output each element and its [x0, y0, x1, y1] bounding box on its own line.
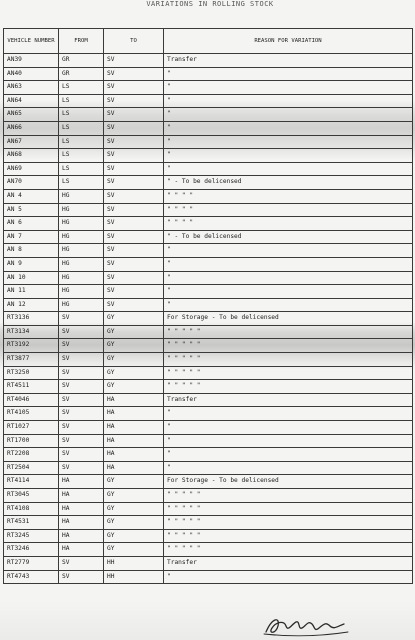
cell-vehicle-number: AN 8 — [4, 244, 59, 258]
cell-from: SV — [59, 339, 104, 353]
cell-reason: " — [164, 162, 413, 176]
cell-vehicle-number: RT4114 — [4, 475, 59, 489]
table-row — [4, 189, 413, 203]
table-row — [4, 298, 413, 312]
cell-reason: " - To be delicensed — [164, 230, 413, 244]
cell-to: SV — [104, 271, 164, 285]
cell-reason: " " " " " — [164, 543, 413, 557]
table-body — [4, 54, 413, 584]
cell-vehicle-number: RT4046 — [4, 393, 59, 407]
cell-reason: " — [164, 121, 413, 135]
cell-from: LS — [59, 135, 104, 149]
handwritten-signature — [262, 612, 352, 638]
cell-vehicle-number: AN66 — [4, 121, 59, 135]
cell-reason: " — [164, 135, 413, 149]
cell-vehicle-number: AN65 — [4, 108, 59, 122]
table-row — [4, 325, 413, 339]
cell-to: HH — [104, 570, 164, 584]
cell-reason: " — [164, 149, 413, 163]
table-row — [4, 421, 413, 435]
cell-from: LS — [59, 108, 104, 122]
cell-vehicle-number: RT1027 — [4, 421, 59, 435]
table-row — [4, 570, 413, 584]
cell-vehicle-number: RT4531 — [4, 516, 59, 530]
cell-to: HA — [104, 407, 164, 421]
header-from: FROM — [59, 29, 104, 54]
cell-vehicle-number: AN68 — [4, 149, 59, 163]
cell-to: GY — [104, 489, 164, 503]
cell-vehicle-number: RT3250 — [4, 366, 59, 380]
cell-vehicle-number: AN40 — [4, 67, 59, 81]
cell-vehicle-number: RT4511 — [4, 380, 59, 394]
table-row — [4, 529, 413, 543]
cell-from: SV — [59, 312, 104, 326]
cell-to: SV — [104, 244, 164, 258]
cell-vehicle-number: RT2779 — [4, 556, 59, 570]
table-row — [4, 108, 413, 122]
cell-from: HA — [59, 516, 104, 530]
cell-to: SV — [104, 54, 164, 68]
cell-to: SV — [104, 176, 164, 190]
cell-to: GY — [104, 325, 164, 339]
table-row — [4, 162, 413, 176]
cell-to: GY — [104, 529, 164, 543]
cell-from: LS — [59, 121, 104, 135]
cell-from: SV — [59, 407, 104, 421]
cell-vehicle-number: AN 5 — [4, 203, 59, 217]
cell-from: GR — [59, 67, 104, 81]
table-row — [4, 448, 413, 462]
cell-to: SV — [104, 162, 164, 176]
table-row — [4, 149, 413, 163]
cell-from: HA — [59, 475, 104, 489]
table-row — [4, 393, 413, 407]
cell-reason: " " " " " — [164, 380, 413, 394]
cell-reason: " " " " " — [164, 339, 413, 353]
cell-to: SV — [104, 298, 164, 312]
cell-from: SV — [59, 556, 104, 570]
cell-vehicle-number: AN 10 — [4, 271, 59, 285]
cell-from: SV — [59, 325, 104, 339]
header-reason: REASON FOR VARIATION — [164, 29, 413, 54]
cell-from: SV — [59, 393, 104, 407]
cell-to: SV — [104, 135, 164, 149]
cell-reason: " " " " " — [164, 516, 413, 530]
cell-to: GY — [104, 339, 164, 353]
cell-to: GY — [104, 502, 164, 516]
header-vehicle-number: VEHICLE NUMBER — [4, 29, 59, 54]
cell-to: SV — [104, 108, 164, 122]
cell-to: HA — [104, 448, 164, 462]
cell-from: SV — [59, 366, 104, 380]
cell-vehicle-number: AN63 — [4, 81, 59, 95]
cell-vehicle-number: AN67 — [4, 135, 59, 149]
cell-vehicle-number: RT4108 — [4, 502, 59, 516]
table-row — [4, 353, 413, 367]
cell-from: HG — [59, 189, 104, 203]
table-header-row — [4, 29, 413, 54]
table-row — [4, 407, 413, 421]
cell-to: SV — [104, 230, 164, 244]
table-row — [4, 176, 413, 190]
cell-to: SV — [104, 285, 164, 299]
cell-vehicle-number: AN 11 — [4, 285, 59, 299]
cell-to: GY — [104, 353, 164, 367]
cell-to: SV — [104, 203, 164, 217]
cell-from: SV — [59, 353, 104, 367]
table-row — [4, 543, 413, 557]
cell-to: HA — [104, 421, 164, 435]
cell-reason: " — [164, 271, 413, 285]
cell-to: HA — [104, 434, 164, 448]
cell-reason: " " " " " — [164, 529, 413, 543]
cell-to: SV — [104, 217, 164, 231]
cell-vehicle-number: AN70 — [4, 176, 59, 190]
table-row — [4, 271, 413, 285]
cell-vehicle-number: RT4105 — [4, 407, 59, 421]
table-row — [4, 556, 413, 570]
cell-reason: For Storage - To be delicensed — [164, 475, 413, 489]
cell-to: SV — [104, 189, 164, 203]
cell-from: HA — [59, 529, 104, 543]
cell-from: HG — [59, 203, 104, 217]
table-row — [4, 121, 413, 135]
cell-to: GY — [104, 475, 164, 489]
document-title: VARIATIONS IN ROLLING STOCK — [146, 0, 274, 8]
cell-to: SV — [104, 67, 164, 81]
cell-reason: Transfer — [164, 556, 413, 570]
cell-reason: " — [164, 244, 413, 258]
cell-vehicle-number: RT3245 — [4, 529, 59, 543]
cell-from: SV — [59, 448, 104, 462]
cell-from: HG — [59, 257, 104, 271]
cell-from: SV — [59, 380, 104, 394]
cell-vehicle-number: RT3246 — [4, 543, 59, 557]
cell-from: HG — [59, 244, 104, 258]
cell-from: LS — [59, 162, 104, 176]
cell-to: GY — [104, 312, 164, 326]
cell-to: HH — [104, 556, 164, 570]
cell-vehicle-number: AN39 — [4, 54, 59, 68]
cell-from: LS — [59, 81, 104, 95]
cell-reason: " " " " " — [164, 502, 413, 516]
cell-reason: " — [164, 298, 413, 312]
cell-reason: " " " " " — [164, 366, 413, 380]
cell-vehicle-number: AN69 — [4, 162, 59, 176]
cell-reason: " " " " " — [164, 325, 413, 339]
cell-reason: " — [164, 81, 413, 95]
cell-vehicle-number: RT2208 — [4, 448, 59, 462]
cell-vehicle-number: RT3192 — [4, 339, 59, 353]
table-row — [4, 81, 413, 95]
cell-to: SV — [104, 81, 164, 95]
cell-vehicle-number: AN 7 — [4, 230, 59, 244]
cell-to: HA — [104, 393, 164, 407]
cell-reason: " " " " " — [164, 489, 413, 503]
cell-reason: " " " " " — [164, 353, 413, 367]
variations-table — [3, 28, 413, 584]
cell-from: HG — [59, 285, 104, 299]
cell-reason: " " " " — [164, 217, 413, 231]
table-row — [4, 489, 413, 503]
cell-from: LS — [59, 94, 104, 108]
cell-to: GY — [104, 516, 164, 530]
cell-from: SV — [59, 421, 104, 435]
table-row — [4, 366, 413, 380]
cell-vehicle-number: AN 12 — [4, 298, 59, 312]
table-row — [4, 516, 413, 530]
table-row — [4, 461, 413, 475]
table-row — [4, 502, 413, 516]
table-row — [4, 475, 413, 489]
cell-reason: " " " " — [164, 203, 413, 217]
cell-vehicle-number: AN 6 — [4, 217, 59, 231]
cell-vehicle-number: AN64 — [4, 94, 59, 108]
cell-from: GR — [59, 54, 104, 68]
header-to: TO — [104, 29, 164, 54]
cell-from: SV — [59, 434, 104, 448]
cell-reason: " — [164, 94, 413, 108]
table-row — [4, 434, 413, 448]
cell-from: HG — [59, 217, 104, 231]
cell-reason: " — [164, 108, 413, 122]
cell-from: HG — [59, 298, 104, 312]
cell-to: HA — [104, 461, 164, 475]
table-row — [4, 217, 413, 231]
cell-reason: " — [164, 257, 413, 271]
cell-vehicle-number: RT1700 — [4, 434, 59, 448]
cell-reason: " — [164, 448, 413, 462]
cell-from: SV — [59, 461, 104, 475]
cell-vehicle-number: RT3136 — [4, 312, 59, 326]
cell-to: SV — [104, 149, 164, 163]
cell-reason: " — [164, 461, 413, 475]
cell-to: GY — [104, 380, 164, 394]
cell-reason: " - To be delicensed — [164, 176, 413, 190]
table-row — [4, 135, 413, 149]
cell-reason: Transfer — [164, 393, 413, 407]
cell-to: SV — [104, 121, 164, 135]
cell-reason: " — [164, 67, 413, 81]
cell-to: SV — [104, 257, 164, 271]
cell-to: GY — [104, 366, 164, 380]
table-row — [4, 312, 413, 326]
cell-reason: For Storage - To be delicensed — [164, 312, 413, 326]
cell-vehicle-number: RT3134 — [4, 325, 59, 339]
cell-vehicle-number: RT3877 — [4, 353, 59, 367]
cell-from: HG — [59, 230, 104, 244]
cell-vehicle-number: AN 4 — [4, 189, 59, 203]
cell-from: HA — [59, 502, 104, 516]
cell-from: LS — [59, 176, 104, 190]
cell-to: SV — [104, 94, 164, 108]
cell-reason: Transfer — [164, 54, 413, 68]
table-row — [4, 94, 413, 108]
table-row — [4, 285, 413, 299]
table-row — [4, 339, 413, 353]
cell-vehicle-number: RT3045 — [4, 489, 59, 503]
table-row — [4, 67, 413, 81]
cell-reason: " " " " — [164, 189, 413, 203]
cell-reason: " — [164, 421, 413, 435]
cell-reason: " — [164, 285, 413, 299]
table-row — [4, 54, 413, 68]
cell-from: LS — [59, 149, 104, 163]
table-row — [4, 257, 413, 271]
cell-from: HA — [59, 543, 104, 557]
table-row — [4, 380, 413, 394]
table-row — [4, 203, 413, 217]
cell-vehicle-number: RT2504 — [4, 461, 59, 475]
cell-reason: " — [164, 434, 413, 448]
cell-vehicle-number: RT4743 — [4, 570, 59, 584]
cell-from: SV — [59, 570, 104, 584]
cell-from: HG — [59, 271, 104, 285]
table-row — [4, 230, 413, 244]
cell-reason: " — [164, 407, 413, 421]
cell-to: GY — [104, 543, 164, 557]
table-row — [4, 244, 413, 258]
cell-vehicle-number: AN 9 — [4, 257, 59, 271]
cell-reason: " — [164, 570, 413, 584]
cell-from: HA — [59, 489, 104, 503]
